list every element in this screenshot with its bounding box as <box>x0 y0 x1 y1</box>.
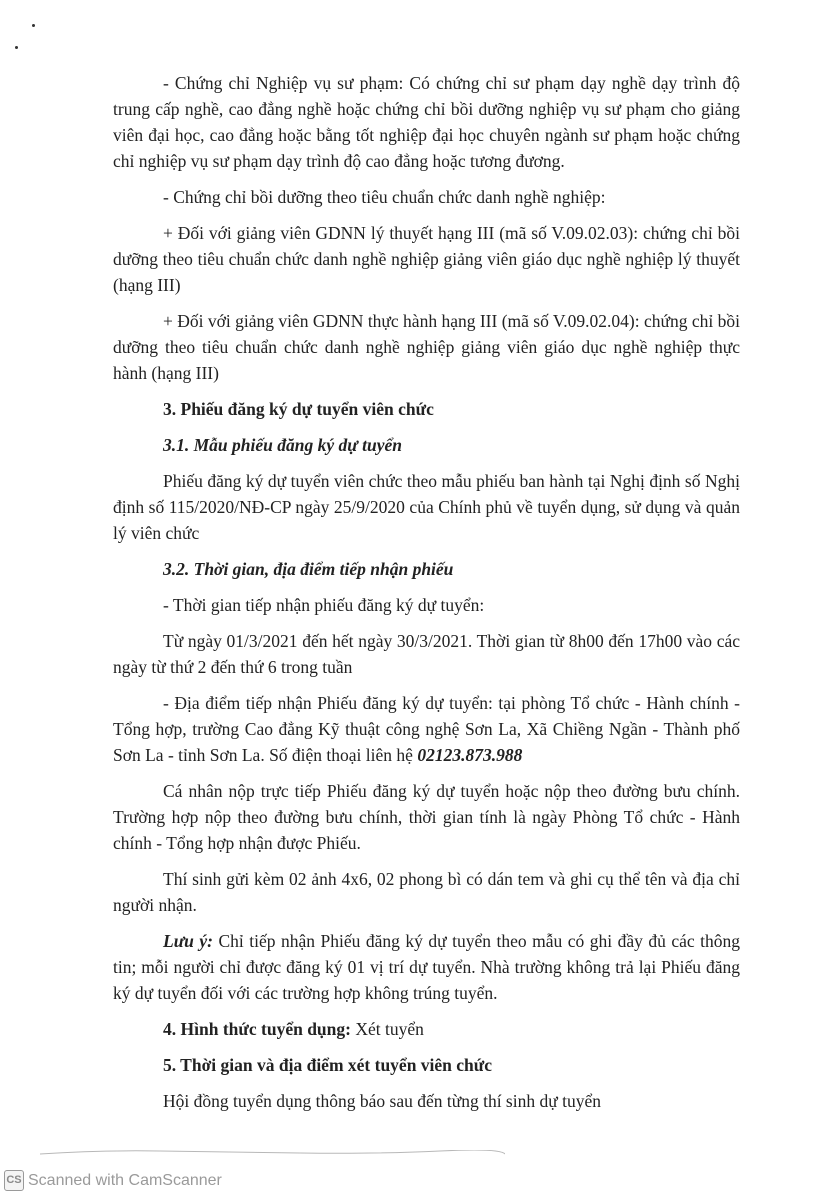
document-body <box>113 70 740 1124</box>
watermark-text: Scanned with CamScanner <box>28 1171 222 1189</box>
paragraph-submission-method: Cá nhân nộp trực tiếp Phiếu đăng ký dự tuyển hoặc nộp theo đường bưu chính. Trường hợp nộp theo đường bưu chính, thời gian tính là ngày Phòng Tổ chức - Hành chính - Tổng hợp nhận được Phiếu. <box>113 781 740 853</box>
note-text: Chỉ tiếp nhận Phiếu đăng ký dự tuyển theo mẫu có ghi đầy đủ các thông tin; mỗi người chỉ được đăng ký 01 vị trí dự tuyển. Nhà trường không trả lại Phiếu đăng ký dự tuyển đối với các trường hợp không trúng tuyển. <box>113 931 740 1003</box>
recruitment-form-label: 4. Hình thức tuyển dụng: <box>163 1019 351 1039</box>
scan-speck <box>32 24 35 27</box>
paragraph-practice-lecturer: + Đối với giảng viên GDNN thực hành hạng III (mã số V.09.02.04): chứng chỉ bồi dưỡng theo tiêu chuẩn chức danh nghề nghiệp giảng viên giáo dục nghề nghiệp thực hành (hạng III) <box>113 311 740 383</box>
paragraph-receipt-location <box>113 690 740 768</box>
recruitment-form-value: Xét tuyển <box>350 1019 424 1039</box>
contact-phone: 02123.873.988 <box>417 745 523 765</box>
section-heading-4 <box>113 1016 740 1042</box>
paragraph-receipt-time-label: - Thời gian tiếp nhận phiếu đăng ký dự tuyển: <box>163 595 485 615</box>
paragraph-training-certificate: - Chứng chỉ bồi dưỡng theo tiêu chuẩn chức danh nghề nghiệp: <box>163 187 606 207</box>
paragraph-attachments: Thí sinh gửi kèm 02 ảnh 4x6, 02 phong bì có dán tem và ghi cụ thể tên và địa chỉ người nhận. <box>113 869 740 915</box>
paragraph-council-notice: Hội đồng tuyển dụng thông báo sau đến từng thí sinh dự tuyển <box>163 1091 601 1111</box>
section-heading-3: 3. Phiếu đăng ký dự tuyển viên chức <box>163 399 434 419</box>
note-label: Lưu ý: <box>163 931 213 951</box>
paragraph-note <box>113 928 740 1006</box>
camscanner-logo-icon: CS <box>4 1170 24 1191</box>
section-heading-3-1: 3.1. Mẫu phiếu đăng ký dự tuyển <box>163 435 402 455</box>
paragraph-receipt-dates: Từ ngày 01/3/2021 đến hết ngày 30/3/2021. Thời gian từ 8h00 đến 17h00 vào các ngày từ thứ 2 đến thứ 6 trong tuần <box>113 631 740 677</box>
section-heading-5: 5. Thời gian và địa điểm xét tuyển viên chức <box>163 1055 493 1075</box>
paragraph-theory-lecturer: + Đối với giảng viên GDNN lý thuyết hạng III (mã số V.09.02.03): chứng chỉ bồi dưỡng theo tiêu chuẩn chức danh nghề nghiệp giảng viên giáo dục nghề nghiệp lý thuyết (hạng III) <box>113 223 740 295</box>
page-edge-line <box>40 1150 505 1156</box>
camscanner-watermark <box>4 1170 222 1191</box>
paragraph-pedagogy-certificate: - Chứng chỉ Nghiệp vụ sư phạm: Có chứng chỉ sư phạm dạy nghề dạy trình độ trung cấp nghề, cao đẳng nghề hoặc chứng chỉ bồi dưỡng nghiệp vụ sư phạm cho giảng viên đại học, cao đẳng hoặc bằng tốt nghiệp đại học chuyên ngành sư phạm hoặc chứng chỉ nghiệp vụ sư phạm dạy trình độ cao đẳng hoặc tương đương. <box>113 73 740 171</box>
section-heading-3-2: 3.2. Thời gian, địa điểm tiếp nhận phiếu <box>163 559 454 579</box>
scan-speck <box>15 46 18 49</box>
receipt-location-text: - Địa điểm tiếp nhận Phiếu đăng ký dự tuyển: tại phòng Tổ chức - Hành chính - Tổng hợp, trường Cao đẳng Kỹ thuật công nghệ Sơn La, Xã Chiềng Ngần - Thành phố Sơn La - tỉnh Sơn La. Số điện thoại liên hệ <box>113 693 740 765</box>
paragraph-form-template: Phiếu đăng ký dự tuyển viên chức theo mẫu phiếu ban hành tại Nghị định số Nghị định số 115/2020/NĐ-CP ngày 25/9/2020 của Chính phủ về tuyển dụng, sử dụng và quản lý viên chức <box>113 471 740 543</box>
